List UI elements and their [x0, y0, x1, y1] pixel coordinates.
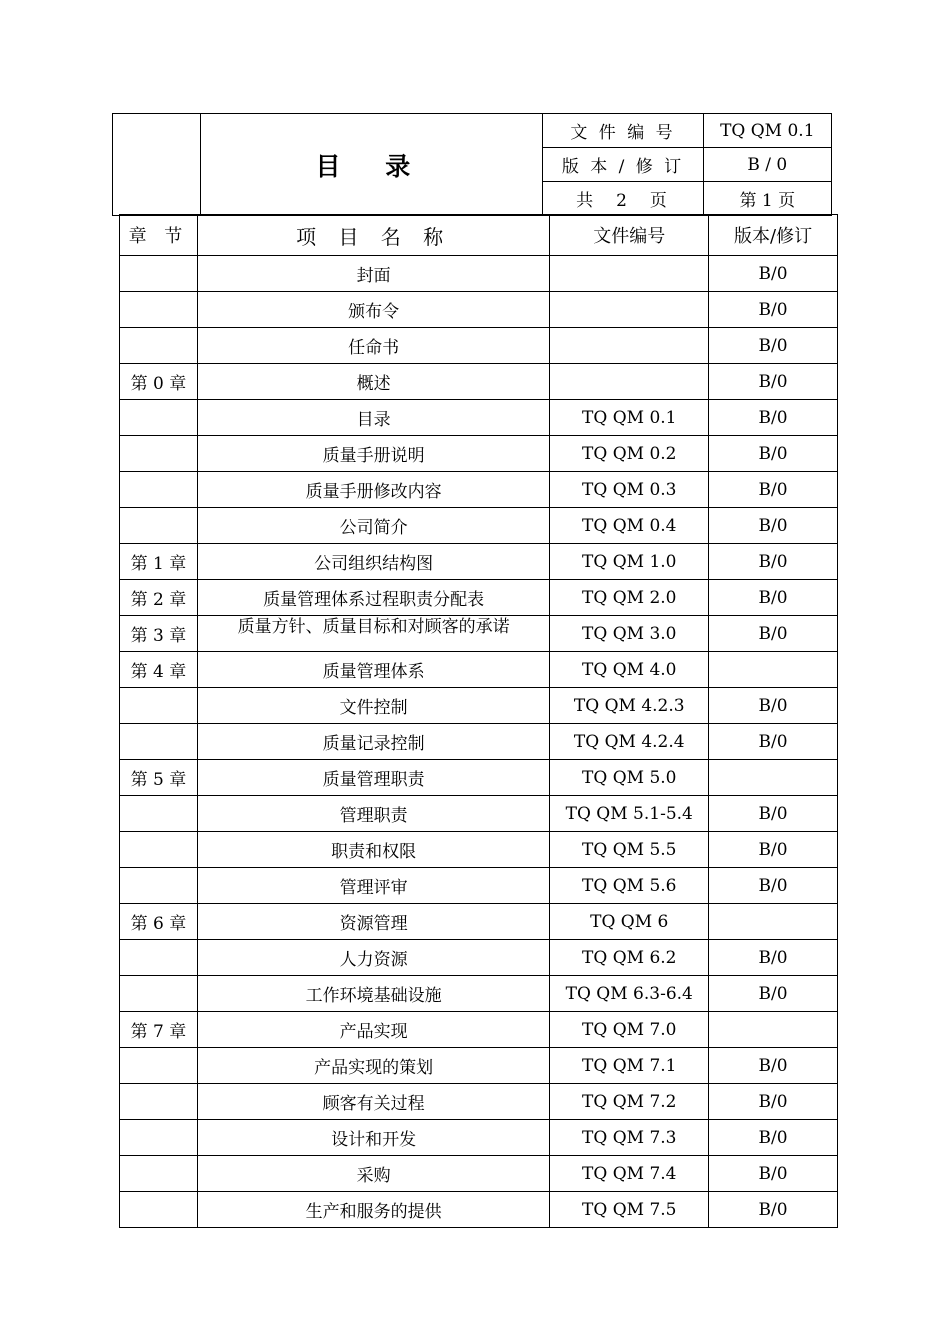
toc-revision-cell: B/0 — [709, 292, 838, 328]
toc-doc-number-cell: TQ QM 6.2 — [550, 940, 709, 976]
toc-chapter-cell — [120, 1156, 198, 1192]
toc-doc-number-cell: TQ QM 7.2 — [550, 1084, 709, 1120]
toc-chapter-cell: 第 6 章 — [120, 904, 198, 940]
toc-revision-cell: B/0 — [709, 688, 838, 724]
toc-item-cell: 质量方针、质量目标和对顾客的承诺 — [197, 616, 549, 652]
toc-item-cell: 采购 — [197, 1156, 549, 1192]
toc-revision-cell: B/0 — [709, 580, 838, 616]
toc-item-cell: 质量管理体系 — [197, 652, 549, 688]
toc-item-cell: 设计和开发 — [197, 1120, 549, 1156]
toc-revision-cell: B/0 — [709, 364, 838, 400]
toc-chapter-cell — [120, 724, 198, 760]
toc-row — [120, 904, 838, 940]
toc-chapter-cell — [120, 328, 198, 364]
toc-item-cell: 颁布令 — [197, 292, 549, 328]
toc-revision-cell: B/0 — [709, 436, 838, 472]
toc-row — [120, 1120, 838, 1156]
toc-doc-number-cell: TQ QM 0.1 — [550, 400, 709, 436]
toc-item-cell: 公司简介 — [197, 508, 549, 544]
toc-header-row — [120, 215, 838, 256]
toc-doc-number-cell: TQ QM 7.0 — [550, 1012, 709, 1048]
toc-doc-number-cell: TQ QM 6.3-6.4 — [550, 976, 709, 1012]
toc-doc-number-cell: TQ QM 0.4 — [550, 508, 709, 544]
toc-chapter-cell — [120, 436, 198, 472]
toc-doc-number-cell: TQ QM 4.0 — [550, 652, 709, 688]
toc-chapter-cell: 第 4 章 — [120, 652, 198, 688]
doc-number-label: 文 件 编 号 — [543, 114, 703, 148]
col-header-doc-number: 文件编号 — [550, 215, 709, 256]
toc-chapter-cell — [120, 1048, 198, 1084]
toc-revision-cell: B/0 — [709, 1120, 838, 1156]
toc-doc-number-cell: TQ QM 3.0 — [550, 616, 709, 652]
toc-doc-number-cell: TQ QM 1.0 — [550, 544, 709, 580]
toc-row — [120, 364, 838, 400]
toc-item-cell: 质量管理体系过程职责分配表 — [197, 580, 549, 616]
toc-table — [119, 214, 838, 1228]
toc-chapter-cell — [120, 472, 198, 508]
toc-revision-cell: B/0 — [709, 400, 838, 436]
toc-doc-number-cell: TQ QM 4.2.3 — [550, 688, 709, 724]
toc-item-cell: 职责和权限 — [197, 832, 549, 868]
toc-revision-cell: B/0 — [709, 1192, 838, 1228]
toc-doc-number-cell: TQ QM 5.6 — [550, 868, 709, 904]
toc-chapter-cell — [120, 292, 198, 328]
toc-row — [120, 796, 838, 832]
toc-revision-cell — [709, 652, 838, 688]
toc-doc-number-cell: TQ QM 7.4 — [550, 1156, 709, 1192]
toc-row — [120, 976, 838, 1012]
toc-revision-cell: B/0 — [709, 328, 838, 364]
toc-doc-number-cell: TQ QM 4.2.4 — [550, 724, 709, 760]
toc-revision-cell: B/0 — [709, 940, 838, 976]
toc-chapter-cell: 第 2 章 — [120, 580, 198, 616]
toc-row — [120, 940, 838, 976]
toc-revision-cell: B/0 — [709, 1048, 838, 1084]
toc-row — [120, 256, 838, 292]
toc-item-cell: 管理职责 — [197, 796, 549, 832]
toc-revision-cell: B/0 — [709, 1156, 838, 1192]
toc-row — [120, 292, 838, 328]
toc-item-cell: 生产和服务的提供 — [197, 1192, 549, 1228]
toc-item-cell: 人力资源 — [197, 940, 549, 976]
toc-doc-number-cell: TQ QM 7.3 — [550, 1120, 709, 1156]
toc-item-cell: 概述 — [197, 364, 549, 400]
toc-revision-cell — [709, 904, 838, 940]
toc-chapter-cell — [120, 508, 198, 544]
toc-chapter-cell — [120, 1192, 198, 1228]
toc-chapter-cell — [120, 256, 198, 292]
toc-item-cell: 工作环境基础设施 — [197, 976, 549, 1012]
toc-item-cell: 封面 — [197, 256, 549, 292]
toc-row — [120, 1192, 838, 1228]
toc-item-cell: 管理评审 — [197, 868, 549, 904]
page-number-value: 第 1 页 — [703, 182, 831, 216]
toc-revision-cell: B/0 — [709, 796, 838, 832]
toc-row — [120, 616, 838, 652]
doc-number-value: TQ QM 0.1 — [703, 114, 831, 148]
toc-item-cell: 公司组织结构图 — [197, 544, 549, 580]
col-header-revision: 版本/修订 — [709, 215, 838, 256]
toc-revision-cell: B/0 — [709, 544, 838, 580]
toc-revision-cell: B/0 — [709, 724, 838, 760]
toc-chapter-cell: 第 0 章 — [120, 364, 198, 400]
toc-item-cell: 质量记录控制 — [197, 724, 549, 760]
toc-row — [120, 832, 838, 868]
page-count-label: 共 2 页 — [543, 182, 703, 216]
toc-revision-cell: B/0 — [709, 472, 838, 508]
toc-row — [120, 760, 838, 796]
toc-revision-cell — [709, 760, 838, 796]
toc-doc-number-cell: TQ QM 5.1-5.4 — [550, 796, 709, 832]
toc-revision-cell — [709, 1012, 838, 1048]
toc-revision-cell: B/0 — [709, 256, 838, 292]
toc-row — [120, 400, 838, 436]
toc-row — [120, 1084, 838, 1120]
toc-item-cell: 质量手册修改内容 — [197, 472, 549, 508]
toc-chapter-cell — [120, 868, 198, 904]
toc-doc-number-cell: TQ QM 5.0 — [550, 760, 709, 796]
version-value: B / 0 — [703, 148, 831, 182]
toc-row — [120, 868, 838, 904]
toc-row — [120, 1012, 838, 1048]
toc-item-cell: 质量手册说明 — [197, 436, 549, 472]
toc-chapter-cell — [120, 940, 198, 976]
toc-row — [120, 328, 838, 364]
toc-doc-number-cell: TQ QM 7.1 — [550, 1048, 709, 1084]
toc-row — [120, 652, 838, 688]
toc-row — [120, 472, 838, 508]
col-header-chapter: 章 节 — [120, 215, 198, 256]
toc-item-cell: 质量管理职责 — [197, 760, 549, 796]
toc-item-cell: 资源管理 — [197, 904, 549, 940]
toc-chapter-cell: 第 7 章 — [120, 1012, 198, 1048]
toc-revision-cell: B/0 — [709, 508, 838, 544]
toc-row — [120, 508, 838, 544]
toc-row — [120, 1156, 838, 1192]
toc-item-cell: 产品实现 — [197, 1012, 549, 1048]
toc-revision-cell: B/0 — [709, 868, 838, 904]
toc-row — [120, 1048, 838, 1084]
toc-doc-number-cell — [550, 328, 709, 364]
toc-chapter-cell: 第 1 章 — [120, 544, 198, 580]
toc-chapter-cell: 第 3 章 — [120, 616, 198, 652]
toc-chapter-cell — [120, 1084, 198, 1120]
toc-item-cell: 目录 — [197, 400, 549, 436]
toc-chapter-cell — [120, 400, 198, 436]
toc-revision-cell: B/0 — [709, 1084, 838, 1120]
toc-row — [120, 688, 838, 724]
toc-row — [120, 544, 838, 580]
toc-chapter-cell: 第 5 章 — [120, 760, 198, 796]
toc-chapter-cell — [120, 832, 198, 868]
toc-item-cell: 任命书 — [197, 328, 549, 364]
header-blank-cell — [113, 114, 201, 216]
toc-row — [120, 580, 838, 616]
toc-row — [120, 436, 838, 472]
toc-revision-cell: B/0 — [709, 616, 838, 652]
toc-row — [120, 724, 838, 760]
toc-chapter-cell — [120, 796, 198, 832]
toc-doc-number-cell — [550, 292, 709, 328]
toc-doc-number-cell — [550, 364, 709, 400]
toc-doc-number-cell: TQ QM 2.0 — [550, 580, 709, 616]
toc-doc-number-cell — [550, 256, 709, 292]
toc-chapter-cell — [120, 976, 198, 1012]
toc-item-cell: 顾客有关过程 — [197, 1084, 549, 1120]
toc-chapter-cell — [120, 1120, 198, 1156]
toc-item-cell: 文件控制 — [197, 688, 549, 724]
toc-doc-number-cell: TQ QM 0.3 — [550, 472, 709, 508]
toc-item-cell: 产品实现的策划 — [197, 1048, 549, 1084]
toc-doc-number-cell: TQ QM 0.2 — [550, 436, 709, 472]
toc-doc-number-cell: TQ QM 5.5 — [550, 832, 709, 868]
toc-revision-cell: B/0 — [709, 832, 838, 868]
page-title: 目 录 — [201, 114, 543, 216]
version-label: 版 本 / 修 订 — [543, 148, 703, 182]
col-header-item: 项 目 名 称 — [197, 215, 549, 256]
toc-chapter-cell — [120, 688, 198, 724]
toc-doc-number-cell: TQ QM 6 — [550, 904, 709, 940]
toc-revision-cell: B/0 — [709, 976, 838, 1012]
document-header — [112, 113, 832, 216]
toc-doc-number-cell: TQ QM 7.5 — [550, 1192, 709, 1228]
